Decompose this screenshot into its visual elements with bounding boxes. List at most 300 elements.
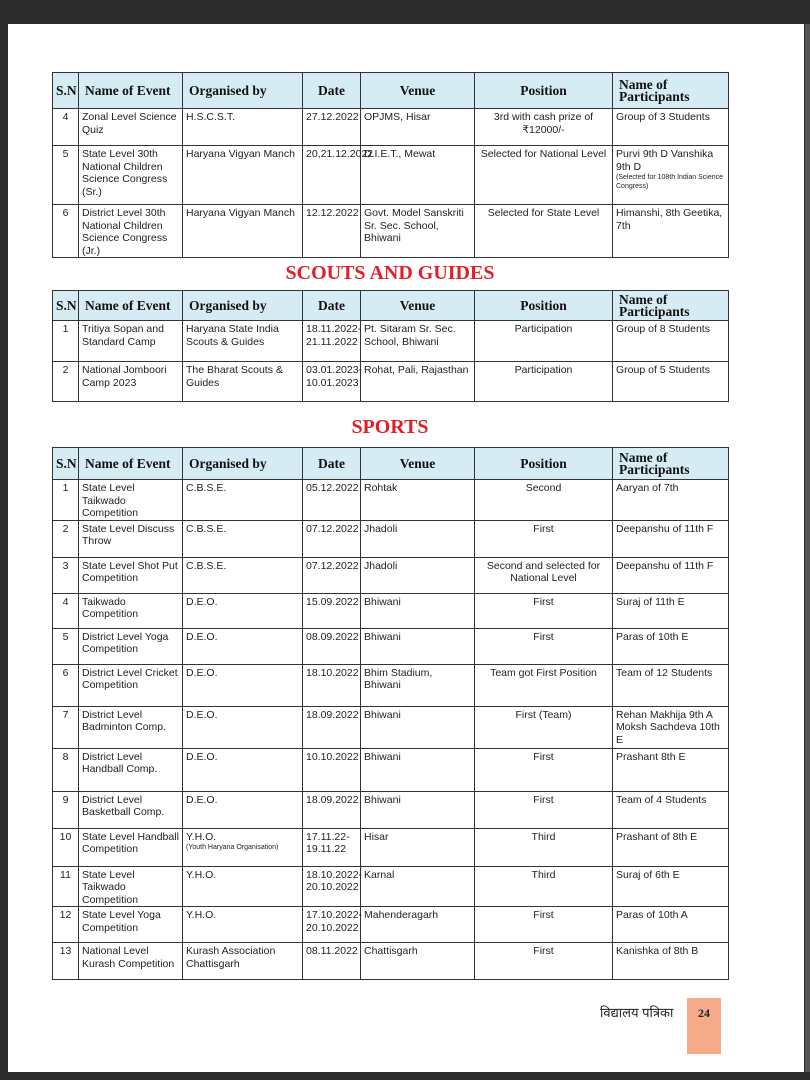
position-cell-text: Team got First Position: [490, 666, 597, 679]
sn-cell: [53, 866, 79, 907]
organiser-cell: [183, 706, 303, 748]
sn-cell: [53, 480, 79, 521]
date-cell-text: 07.12.2022: [306, 522, 359, 535]
organiser-cell-text: C.B.S.E.: [186, 522, 227, 535]
position-cell: [475, 205, 613, 258]
sn-header: S.N: [53, 448, 79, 480]
date-cell-text: 17.10.2022- 20.10.2022: [306, 909, 363, 934]
event-cell-text: District Level Badminton Comp.: [82, 708, 167, 733]
event-cell-text: District Level 30th National Children Science Congress (Jr.): [82, 207, 168, 257]
participants-cell: [613, 866, 729, 907]
position-cell-text: Participation: [514, 323, 573, 335]
sn-cell: [53, 828, 79, 866]
participants-cell: [613, 109, 729, 146]
event-cell: [79, 706, 183, 748]
date-cell: [303, 706, 361, 748]
position-cell-text: First (Team): [515, 708, 572, 721]
event-header: Name of Event: [79, 291, 183, 321]
sn-cell: [53, 205, 79, 258]
date-header: Date: [303, 73, 361, 109]
date-cell: [303, 791, 361, 828]
event-cell-text: District Level Cricket Competition: [82, 666, 178, 691]
sn-cell-text: 12: [59, 909, 72, 921]
event-cell-text: State Level Discuss Throw: [82, 522, 175, 547]
event-cell: [79, 362, 183, 402]
date-cell-text: 18.09.2022: [306, 708, 359, 721]
event-cell-text: Tritiya Sopan and Standard Camp: [82, 323, 164, 348]
date-cell-text: 07.12.2022: [306, 559, 359, 572]
venue-cell-text: Bhiwani: [364, 595, 401, 608]
venue-cell: [361, 907, 475, 943]
table-row: [53, 593, 729, 628]
date-cell-text: 10.10.2022: [306, 750, 359, 763]
sn-cell-text: 9: [62, 793, 69, 806]
event-cell: [79, 943, 183, 980]
sn-cell: [53, 146, 79, 205]
venue-header: Venue: [361, 448, 475, 480]
table-row: [53, 205, 729, 258]
table-row: [53, 362, 729, 402]
organiser-cell-text: Y.H.O.: [186, 909, 217, 921]
date-cell: [303, 146, 374, 205]
position-cell: [475, 109, 613, 146]
participants-cell-text: Team of 4 Students: [616, 793, 707, 806]
position-cell-text: Selected for National Level: [480, 148, 607, 160]
event-cell: [79, 146, 183, 205]
table-row: [53, 321, 729, 362]
sn-cell-text: 1: [62, 323, 69, 335]
sports-events-table: [52, 447, 729, 980]
organiser-cell: [183, 362, 303, 402]
venue-cell-text: Jhadoli: [364, 522, 398, 535]
sn-header: S.N: [53, 73, 79, 109]
venue-cell-text: OPJMS, Hisar: [364, 111, 431, 123]
date-cell-text: 27.12.2022: [306, 111, 359, 123]
participants-cell: [613, 706, 729, 748]
organiser-cell: [183, 593, 303, 628]
position-cell-text: First: [533, 750, 554, 763]
organiser-header: Organised by: [183, 291, 303, 321]
sn-cell-text: 1: [62, 482, 69, 494]
event-cell: [79, 907, 183, 943]
organiser-note: (Youth Haryana Organisation): [186, 844, 279, 851]
table-row: [53, 628, 729, 664]
table-row: [53, 109, 729, 146]
page-number: 24: [687, 998, 721, 1054]
position-cell-text: Second and selected for National Level: [486, 559, 601, 584]
event-cell-text: State Level Shot Put Competition: [82, 559, 178, 584]
participants-cell-text: Rehan Makhija 9th A Moksh Sachdeva 10th E: [616, 708, 720, 746]
venue-cell: [361, 557, 475, 593]
sn-cell-text: 13: [59, 945, 72, 957]
participants-cell-text: Group of 3 Students: [616, 111, 710, 123]
venue-cell-text: Govt. Model Sanskriti Sr. Sec. School, Bhiwani: [364, 207, 464, 244]
event-cell-text: State Level Yoga Competition: [82, 909, 161, 934]
position-cell-text: Selected for State Level: [487, 207, 600, 219]
organiser-cell-text: Y.H.O.: [186, 868, 217, 881]
participants-cell-text: Paras of 10th A: [616, 909, 688, 921]
position-cell-text: First: [533, 945, 554, 957]
sn-cell-text: 4: [62, 595, 69, 608]
participants-cell: [613, 362, 729, 402]
sn-cell-text: 2: [62, 364, 69, 376]
date-cell: [303, 943, 361, 980]
event-cell-text: State Level Taikwado Competition: [82, 868, 139, 906]
event-cell: [79, 321, 183, 362]
date-cell-text: 18.09.2022: [306, 793, 359, 806]
page-edge: [805, 24, 810, 1072]
organiser-cell-text: Y.H.O.: [186, 830, 217, 843]
organiser-cell: [183, 520, 303, 557]
participants-header: Name of Participants: [613, 73, 729, 109]
sn-cell: [53, 109, 79, 146]
table-row: [53, 828, 729, 866]
sn-cell: [53, 593, 79, 628]
position-cell: [475, 791, 613, 828]
position-cell-text: First: [533, 630, 554, 643]
organiser-cell-text: D.E.O.: [186, 750, 218, 763]
venue-cell: [361, 628, 475, 664]
organiser-cell: [183, 748, 303, 791]
sn-cell-text: 7: [62, 708, 69, 721]
sn-cell: [53, 628, 79, 664]
venue-cell: [361, 706, 475, 748]
organiser-cell-text: D.E.O.: [186, 708, 218, 721]
date-cell-text: 08.11.2022: [306, 945, 358, 957]
table-row: [53, 748, 729, 791]
participants-cell: [613, 146, 729, 205]
organiser-cell-text: Kurash Association Chattisgarh: [186, 945, 276, 970]
event-cell-text: District Level Handball Comp.: [82, 750, 158, 775]
event-cell: [79, 664, 183, 706]
event-cell: [79, 628, 183, 664]
venue-cell: [361, 480, 475, 521]
participants-cell-text: Deepanshu of 11th F: [616, 559, 714, 572]
position-cell: [475, 866, 613, 907]
event-header: Name of Event: [79, 448, 183, 480]
section-title-sports: SPORTS: [351, 416, 429, 438]
position-cell: [475, 362, 613, 402]
organiser-cell-text: D.E.O.: [186, 630, 218, 643]
date-cell-text: 18.11.2022- 21.11.2022: [306, 323, 362, 348]
venue-cell-text: Bhiwani: [364, 708, 401, 721]
event-header: Name of Event: [79, 73, 183, 109]
participants-cell-text: Team of 12 Students: [616, 666, 713, 679]
organiser-header: Organised by: [183, 73, 303, 109]
venue-cell-text: Jhadoli: [364, 559, 398, 572]
organiser-cell-text: C.B.S.E.: [186, 559, 227, 572]
venue-cell: [361, 146, 475, 205]
participants-cell: [613, 480, 729, 521]
sn-cell-text: 5: [62, 630, 69, 643]
venue-cell-text: Bhiwani: [364, 630, 401, 643]
scouts-events-table: [52, 290, 729, 402]
position-cell: [475, 628, 613, 664]
organiser-cell: [183, 557, 303, 593]
sn-cell-text: 4: [62, 111, 69, 123]
date-cell-text: 17.11.22- 19.11.22: [306, 830, 350, 855]
organiser-cell-text: C.B.S.E.: [186, 482, 227, 494]
organiser-cell: [183, 866, 303, 907]
position-cell-text: Participation: [514, 364, 573, 376]
venue-cell: [361, 520, 475, 557]
participants-cell: [613, 828, 729, 866]
organiser-cell-text: D.E.O.: [186, 793, 218, 806]
position-cell: [475, 321, 613, 362]
venue-cell: [361, 866, 475, 907]
organiser-cell: [183, 480, 303, 521]
position-cell: [475, 146, 613, 205]
venue-cell-text: Pt. Sitaram Sr. Sec. School, Bhiwani: [364, 323, 456, 348]
date-cell-text: 18.10.2022: [306, 666, 359, 679]
venue-cell-text: Hisar: [364, 830, 389, 843]
position-cell-text: First: [533, 909, 554, 921]
event-cell-text: National Jomboori Camp 2023: [82, 364, 167, 389]
table-row: [53, 791, 729, 828]
magazine-name: विद्यालय पत्रिका: [600, 1005, 674, 1020]
date-cell: [303, 628, 361, 664]
sn-header: S.N: [53, 291, 79, 321]
participants-cell: [613, 557, 729, 593]
position-cell: [475, 907, 613, 943]
participants-cell: [613, 664, 729, 706]
date-cell-text: 20,21.12.2022: [306, 148, 374, 160]
sn-cell: [53, 706, 79, 748]
participants-cell: [613, 520, 729, 557]
date-cell: [303, 362, 361, 402]
table-row: [53, 480, 729, 521]
participants-cell-text: Deepanshu of 11th F: [616, 522, 714, 535]
venue-cell: [361, 748, 475, 791]
event-cell-text: District Level Yoga Competition: [82, 630, 169, 655]
event-cell-text: Zonal Level Science Quiz: [82, 111, 177, 136]
sn-cell: [53, 791, 79, 828]
event-cell: [79, 593, 183, 628]
date-cell: [303, 109, 361, 146]
position-header: Position: [475, 73, 613, 109]
organiser-cell: [183, 791, 303, 828]
sn-cell-text: 11: [60, 868, 71, 881]
venue-header: Venue: [361, 73, 475, 109]
organiser-header: Organised by: [183, 448, 303, 480]
date-cell-text: 05.12.2022: [306, 482, 359, 494]
participants-header: Name of Participants: [613, 448, 729, 480]
venue-cell-text: Bhim Stadium, Bhiwani: [364, 666, 433, 691]
date-cell: [303, 557, 361, 593]
position-cell-text: 3rd with cash prize of ₹12000/-: [493, 111, 594, 136]
science-events-table: [52, 72, 729, 258]
date-cell: [303, 664, 361, 706]
organiser-cell-text: Haryana State India Scouts & Guides: [186, 323, 279, 348]
sn-cell-text: 6: [62, 666, 69, 679]
event-cell: [79, 748, 183, 791]
venue-cell: [361, 109, 475, 146]
table-row: [53, 866, 729, 907]
organiser-cell: [183, 943, 303, 980]
position-cell-text: First: [533, 595, 554, 608]
position-header: Position: [475, 291, 613, 321]
position-cell: [475, 593, 613, 628]
position-cell-text: Second: [525, 482, 562, 494]
organiser-cell-text: H.S.C.S.T.: [186, 111, 236, 123]
organiser-cell-text: Haryana Vigyan Manch: [186, 207, 295, 219]
date-cell: [303, 480, 361, 521]
venue-header: Venue: [361, 291, 475, 321]
position-cell: [475, 748, 613, 791]
sn-cell-text: 6: [62, 207, 69, 219]
event-cell: [79, 480, 183, 521]
date-cell: [303, 828, 361, 866]
participants-cell: [613, 791, 729, 828]
organiser-cell: [183, 907, 303, 943]
participants-cell-text: Prashant 8th E: [616, 750, 686, 763]
table-row: [53, 907, 729, 943]
position-cell-text: First: [533, 522, 554, 535]
organiser-cell: [183, 664, 303, 706]
participants-cell-text: Group of 5 Students: [616, 364, 710, 376]
organiser-cell: [183, 828, 303, 866]
sn-cell-text: 10: [59, 830, 72, 843]
participants-cell-text: Group of 8 Students: [616, 323, 710, 335]
participants-cell: [613, 205, 729, 258]
position-cell-text: First: [533, 793, 554, 806]
table-row: [53, 706, 729, 748]
date-cell-text: 15.09.2022: [306, 595, 359, 608]
participants-cell-text: Paras of 10th E: [616, 630, 689, 643]
event-cell-text: State Level Handball Competition: [82, 830, 179, 855]
position-cell: [475, 943, 613, 980]
date-header: Date: [303, 448, 361, 480]
venue-cell: [361, 828, 475, 866]
date-cell: [303, 520, 361, 557]
venue-cell: [361, 791, 475, 828]
venue-cell-text: Rohat, Pali, Rajasthan: [364, 364, 469, 376]
venue-cell-text: Rohtak: [364, 482, 398, 494]
sn-cell: [53, 943, 79, 980]
event-cell: [79, 791, 183, 828]
venue-cell-text: Bhiwani: [364, 750, 401, 763]
venue-cell: [361, 362, 475, 402]
participants-note: (Selected for 108th Indian Science Congress): [616, 174, 724, 190]
venue-cell: [361, 664, 475, 706]
organiser-cell-text: D.E.O.: [186, 595, 218, 608]
venue-cell-text: Karnal: [364, 868, 395, 881]
table-row: [53, 557, 729, 593]
sn-cell: [53, 664, 79, 706]
organiser-cell-text: D.E.O.: [186, 666, 218, 679]
sn-cell: [53, 557, 79, 593]
organiser-cell: [183, 321, 303, 362]
venue-cell-text: D.I.E.T., Mewat: [364, 148, 436, 160]
participants-cell: [613, 943, 729, 980]
venue-cell: [361, 593, 475, 628]
sn-cell: [53, 362, 79, 402]
date-cell: [303, 593, 361, 628]
event-cell-text: Taikwado Competition: [82, 595, 139, 620]
organiser-cell: [183, 146, 303, 205]
event-cell-text: District Level Basketball Comp.: [82, 793, 165, 818]
date-cell: [303, 205, 361, 258]
event-cell: [79, 828, 183, 866]
participants-cell-text: Kanishka of 8th B: [616, 945, 699, 957]
position-cell-text: Third: [531, 868, 556, 881]
table-row: [53, 520, 729, 557]
position-cell-text: Third: [531, 830, 556, 843]
date-cell-text: 12.12.2022: [306, 207, 359, 219]
event-cell-text: State Level Taikwado Competition: [82, 482, 139, 519]
venue-cell-text: Bhiwani: [364, 793, 401, 806]
organiser-cell: [183, 205, 303, 258]
event-cell: [79, 109, 183, 146]
venue-cell: [361, 205, 475, 258]
venue-cell-text: Mahenderagarh: [364, 909, 439, 921]
participants-cell-text: Purvi 9th D Vanshika 9th D: [616, 148, 714, 173]
date-header: Date: [303, 291, 361, 321]
sn-cell-text: 5: [62, 148, 69, 160]
date-cell: [303, 321, 361, 362]
participants-cell-text: Prashant of 8th E: [616, 830, 698, 843]
date-cell-text: 03.01.2023- 10.01.2023: [306, 364, 363, 389]
participants-cell: [613, 593, 729, 628]
participants-cell: [613, 628, 729, 664]
organiser-cell-text: The Bharat Scouts & Guides: [186, 364, 283, 389]
date-cell: [303, 748, 361, 791]
sn-cell: [53, 748, 79, 791]
sn-cell: [53, 907, 79, 943]
event-cell: [79, 520, 183, 557]
participants-header: Name of Participants: [613, 291, 729, 321]
sn-cell-text: 3: [62, 559, 69, 572]
participants-cell-text: Himanshi, 8th Geetika, 7th: [616, 207, 723, 232]
event-cell: [79, 557, 183, 593]
sn-cell: [53, 520, 79, 557]
sn-cell: [53, 321, 79, 362]
participants-cell-text: Suraj of 6th E: [616, 868, 680, 881]
position-cell: [475, 706, 613, 748]
position-cell: [475, 828, 613, 866]
date-cell-text: 08.09.2022: [306, 630, 359, 643]
participants-cell-text: Suraj of 11th E: [616, 595, 685, 608]
venue-cell: [361, 321, 475, 362]
date-cell: [303, 866, 361, 907]
event-cell-text: National Level Kurash Competition: [82, 945, 175, 970]
position-cell: [475, 520, 613, 557]
sn-cell-text: 2: [62, 522, 69, 535]
date-cell: [303, 907, 361, 943]
date-cell-text: 18.10.2022- 20.10.2022: [306, 868, 363, 893]
event-cell-text: State Level 30th National Children Science Congress (Sr.): [82, 148, 168, 198]
position-cell: [475, 664, 613, 706]
participants-cell-text: Aaryan of 7th: [616, 482, 679, 494]
organiser-cell: [183, 628, 303, 664]
position-cell: [475, 480, 613, 521]
section-title-scouts: SCOUTS AND GUIDES: [285, 262, 495, 284]
event-cell: [79, 205, 183, 258]
organiser-cell-text: Haryana Vigyan Manch: [186, 148, 295, 160]
table-row: [53, 943, 729, 980]
participants-cell: [613, 748, 729, 791]
table-row: [53, 664, 729, 706]
position-header: Position: [475, 448, 613, 480]
table-row: [53, 146, 729, 205]
sn-cell-text: 8: [62, 750, 69, 763]
position-cell: [475, 557, 613, 593]
organiser-cell: [183, 109, 303, 146]
participants-cell: [613, 907, 729, 943]
event-cell: [79, 866, 183, 907]
participants-cell: [613, 321, 729, 362]
venue-cell-text: Chattisgarh: [364, 945, 418, 957]
